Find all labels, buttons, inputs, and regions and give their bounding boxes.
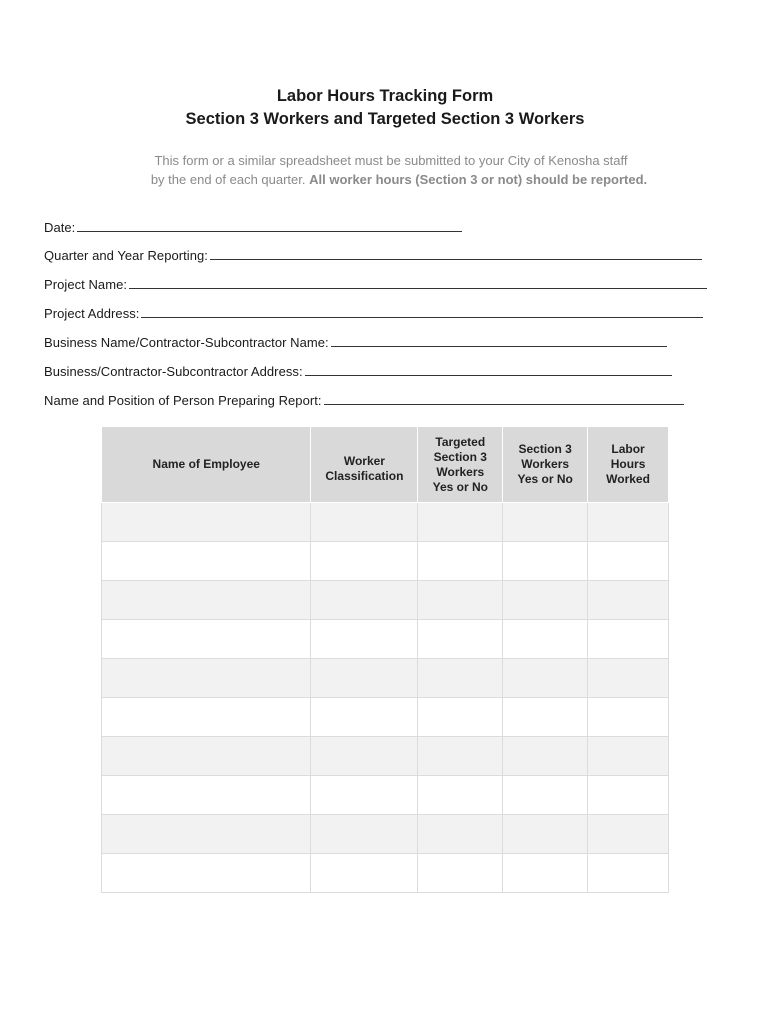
worker-classification-cell[interactable] — [311, 776, 418, 815]
section-3-cell[interactable] — [503, 659, 588, 698]
instructions-bold: All worker hours (Section 3 or not) should be reported. — [309, 172, 648, 187]
preparer-label: Name and Position of Person Preparing Report: — [44, 393, 322, 408]
preparer-input-line[interactable] — [324, 393, 684, 405]
table-row — [102, 698, 669, 737]
quarter-year-field[interactable] — [44, 248, 702, 263]
labor-hours-cell[interactable] — [588, 776, 669, 815]
form-subtitle: Section 3 Workers and Targeted Section 3 Workers — [185, 110, 585, 128]
targeted-section-3-cell[interactable] — [418, 854, 503, 893]
quarter-year-input-line[interactable] — [210, 248, 702, 260]
labor-hours-cell[interactable] — [588, 542, 669, 581]
table-row — [102, 854, 669, 893]
employee-name-cell[interactable] — [102, 620, 311, 659]
employee-name-cell[interactable] — [102, 776, 311, 815]
table-row — [102, 581, 669, 620]
business-address-input-line[interactable] — [305, 364, 672, 376]
employee-name-cell[interactable] — [102, 659, 311, 698]
header-targeted-section-3: Targeted Section 3 Workers Yes or No — [418, 427, 503, 503]
targeted-section-3-cell[interactable] — [418, 620, 503, 659]
worker-classification-cell[interactable] — [311, 581, 418, 620]
header-worker-classification: Worker Classification — [311, 427, 418, 503]
worker-classification-cell[interactable] — [311, 854, 418, 893]
labor-hours-cell[interactable] — [588, 659, 669, 698]
labor-hours-cell[interactable] — [588, 737, 669, 776]
table-row — [102, 659, 669, 698]
business-name-label: Business Name/Contractor-Subcontractor Name: — [44, 335, 329, 350]
table-row — [102, 776, 669, 815]
table-body — [102, 503, 669, 893]
worker-classification-cell[interactable] — [311, 503, 418, 542]
labor-hours-cell[interactable] — [588, 698, 669, 737]
worker-classification-cell[interactable] — [311, 737, 418, 776]
table-row — [102, 620, 669, 659]
labor-hours-cell[interactable] — [588, 854, 669, 893]
targeted-section-3-cell[interactable] — [418, 737, 503, 776]
employee-name-cell[interactable] — [102, 698, 311, 737]
employee-name-cell[interactable] — [102, 815, 311, 854]
table-row — [102, 542, 669, 581]
instructions-line-2 — [0, 170, 770, 189]
worker-classification-cell[interactable] — [311, 542, 418, 581]
section-3-cell[interactable] — [503, 737, 588, 776]
business-address-label: Business/Contractor-Subcontractor Address: — [44, 364, 303, 379]
employee-name-cell[interactable] — [102, 854, 311, 893]
targeted-section-3-cell[interactable] — [418, 776, 503, 815]
table-header-row — [102, 427, 669, 503]
section-3-cell[interactable] — [503, 503, 588, 542]
project-name-label: Project Name: — [44, 277, 128, 292]
section-3-cell[interactable] — [503, 776, 588, 815]
section-3-cell[interactable] — [503, 542, 588, 581]
targeted-section-3-cell[interactable] — [418, 503, 503, 542]
section-3-cell[interactable] — [503, 581, 588, 620]
date-field[interactable] — [44, 220, 462, 235]
project-address-input-line[interactable] — [141, 306, 703, 318]
targeted-section-3-cell[interactable] — [418, 698, 503, 737]
targeted-section-3-cell[interactable] — [418, 542, 503, 581]
business-address-field[interactable] — [44, 364, 672, 379]
preparer-field[interactable] — [44, 393, 684, 408]
instructions-plain: by the end of each quarter. — [150, 172, 310, 187]
quarter-year-label: Quarter and Year Reporting: — [44, 248, 208, 263]
labor-hours-cell[interactable] — [588, 503, 669, 542]
employee-name-cell[interactable] — [102, 581, 311, 620]
targeted-section-3-cell[interactable] — [418, 581, 503, 620]
project-name-field[interactable] — [44, 277, 707, 292]
labor-hours-cell[interactable] — [588, 815, 669, 854]
worker-classification-cell[interactable] — [311, 815, 418, 854]
business-name-field[interactable] — [44, 335, 667, 350]
business-name-input-line[interactable] — [331, 335, 667, 347]
project-address-field[interactable] — [44, 306, 703, 321]
header-name-of-employee: Name of Employee — [102, 427, 311, 503]
worker-classification-cell[interactable] — [311, 698, 418, 737]
table-row — [102, 503, 669, 542]
date-input-line[interactable] — [77, 220, 462, 232]
instructions-line-1: This form or a similar spreadsheet must be submitted to your City of Kenosha staff — [154, 153, 628, 168]
section-3-cell[interactable] — [503, 620, 588, 659]
project-name-input-line[interactable] — [129, 277, 707, 289]
employee-name-cell[interactable] — [102, 503, 311, 542]
table-row — [102, 815, 669, 854]
labor-hours-cell[interactable] — [588, 581, 669, 620]
worker-classification-cell[interactable] — [311, 620, 418, 659]
header-section-3-workers: Section 3 Workers Yes or No — [503, 427, 588, 503]
worker-classification-cell[interactable] — [311, 659, 418, 698]
targeted-section-3-cell[interactable] — [418, 659, 503, 698]
section-3-cell[interactable] — [503, 815, 588, 854]
employee-name-cell[interactable] — [102, 542, 311, 581]
section-3-cell[interactable] — [503, 854, 588, 893]
table-row — [102, 737, 669, 776]
targeted-section-3-cell[interactable] — [418, 815, 503, 854]
employee-name-cell[interactable] — [102, 737, 311, 776]
form-title: Labor Hours Tracking Form — [276, 87, 494, 105]
header-labor-hours: Labor Hours Worked — [588, 427, 669, 503]
date-label: Date: — [44, 220, 76, 235]
labor-hours-cell[interactable] — [588, 620, 669, 659]
project-address-label: Project Address: — [44, 306, 140, 321]
section-3-cell[interactable] — [503, 698, 588, 737]
labor-hours-table — [101, 426, 669, 893]
